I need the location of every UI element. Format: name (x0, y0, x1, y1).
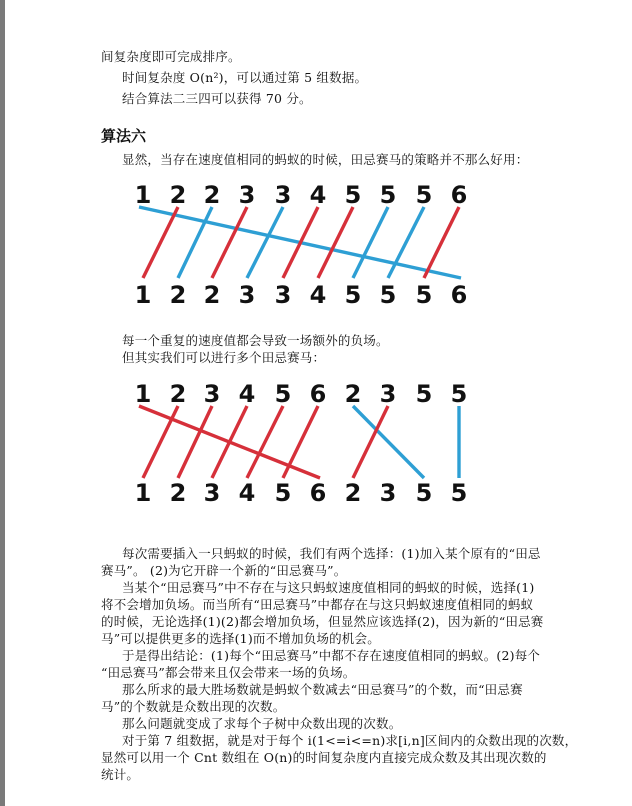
bottom-value-label: 5 (415, 479, 433, 507)
top-value-label: 2 (344, 380, 362, 408)
bottom-value-label: 5 (450, 479, 468, 507)
intro-line: 显然，当存在速度值相同的蚂蚁的时候，田忌赛马的策略并不那么好用： (122, 152, 529, 167)
text-line: 但其实我们可以进行多个田忌赛马： (122, 350, 326, 365)
text-line: 赛马”。 (2)为它开辟一个新的“田忌赛马”。 (101, 563, 347, 578)
red-match-line (212, 207, 247, 278)
text-line: 马”的个数就是众数出现的次数。 (101, 699, 286, 714)
top-value-label: 4 (238, 380, 256, 408)
text-line: 那么所求的最大胜场数就是蚂蚁个数减去“田忌赛马”的个数，而“田忌赛 (122, 682, 523, 697)
top-value-label: 2 (169, 181, 187, 209)
bottom-value-label: 2 (344, 479, 362, 507)
bottom-value-label: 5 (344, 281, 362, 309)
bottom-value-label: 1 (134, 479, 152, 507)
top-value-label: 2 (203, 181, 221, 209)
bottom-value-label: 4 (238, 479, 256, 507)
bottom-value-label: 5 (274, 479, 292, 507)
top-value-label: 1 (134, 181, 152, 209)
blue-match-line (353, 406, 424, 478)
bottom-value-label: 2 (169, 281, 187, 309)
bottom-value-label: 1 (134, 281, 152, 309)
bottom-value-label: 6 (309, 479, 327, 507)
text-line: 对于第 7 组数据，就是对于每个 i(1<=i<=n)求[i,n]区间内的众数出现的次数， (122, 733, 578, 748)
bottom-value-label: 3 (379, 479, 397, 507)
diagram-1 (0, 178, 632, 308)
red-match-line (143, 406, 178, 478)
red-match-line (424, 207, 459, 278)
text-line: 当某个“田忌赛马”中不存在与这只蚂蚁速度值相同的蚂蚁的时候，选择(1) (122, 580, 535, 595)
text-line: 每一个重复的速度值都会导致一场额外的负场。 (122, 333, 389, 348)
text-line: 于是得出结论：(1)每个“田忌赛马”中都不存在速度值相同的蚂蚁。(2)每个 (122, 648, 541, 663)
red-match-line (178, 406, 212, 478)
bottom-value-label: 5 (415, 281, 433, 309)
top-value-label: 6 (309, 380, 327, 408)
red-match-line (143, 207, 178, 278)
section-title: 算法六 (101, 127, 147, 145)
bottom-value-label: 4 (309, 281, 327, 309)
red-match-line (283, 406, 318, 478)
diagram-2 (0, 380, 632, 510)
bottom-value-label: 2 (203, 281, 221, 309)
top-value-label: 1 (134, 380, 152, 408)
top-value-label: 3 (379, 380, 397, 408)
top-value-label: 5 (415, 380, 433, 408)
top-value-label: 3 (274, 181, 292, 209)
red-match-line (247, 406, 283, 478)
top-value-label: 5 (274, 380, 292, 408)
text-line: “田忌赛马”都会带来且仅会带来一场的负场。 (101, 665, 356, 680)
top-value-label: 3 (238, 181, 256, 209)
bottom-value-label: 3 (238, 281, 256, 309)
text-line: 间复杂度即可完成排序。 (101, 49, 241, 64)
text-line: 统计。 (101, 767, 140, 782)
text-line: 那么问题就变成了求每个子树中众数出现的次数。 (122, 716, 402, 731)
text-line: 马”可以提供更多的选择(1)而不增加负场的机会。 (101, 631, 380, 646)
text-line: 显然可以用一个 Cnt 数组在 O(n)的时间复杂度内直接完成众数及其出现次数的 (101, 750, 547, 765)
red-match-line (318, 207, 353, 278)
bottom-value-label: 3 (203, 479, 221, 507)
text-line: 时间复杂度 O(n²)，可以通过第 5 组数据。 (122, 70, 368, 85)
top-value-label: 5 (379, 181, 397, 209)
text-line: 的时候，无论选择(1)(2)都会增加负场，但显然应该选择(2)，因为新的“田忌赛 (101, 614, 544, 629)
top-value-label: 3 (203, 380, 221, 408)
bottom-value-label: 2 (169, 479, 187, 507)
text-line: 每次需要插入一只蚂蚁的时候，我们有两个选择：(1)加入某个原有的“田忌 (122, 546, 541, 561)
text-line: 结合算法二三四可以获得 70 分。 (122, 91, 312, 106)
red-match-line (283, 207, 318, 278)
top-value-label: 4 (309, 181, 327, 209)
blue-match-line (353, 207, 388, 278)
text-line: 将不会增加负场。而当所有“田忌赛马”中都存在与这只蚂蚁速度值相同的蚂蚁 (101, 597, 534, 612)
top-value-label: 5 (344, 181, 362, 209)
top-value-label: 2 (169, 380, 187, 408)
red-match-line (353, 406, 388, 478)
top-value-label: 5 (450, 380, 468, 408)
blue-match-line (247, 207, 283, 278)
bottom-value-label: 5 (379, 281, 397, 309)
top-value-label: 6 (450, 181, 468, 209)
red-match-line (212, 406, 247, 478)
bottom-value-label: 3 (274, 281, 292, 309)
bottom-value-label: 6 (450, 281, 468, 309)
top-value-label: 5 (415, 181, 433, 209)
